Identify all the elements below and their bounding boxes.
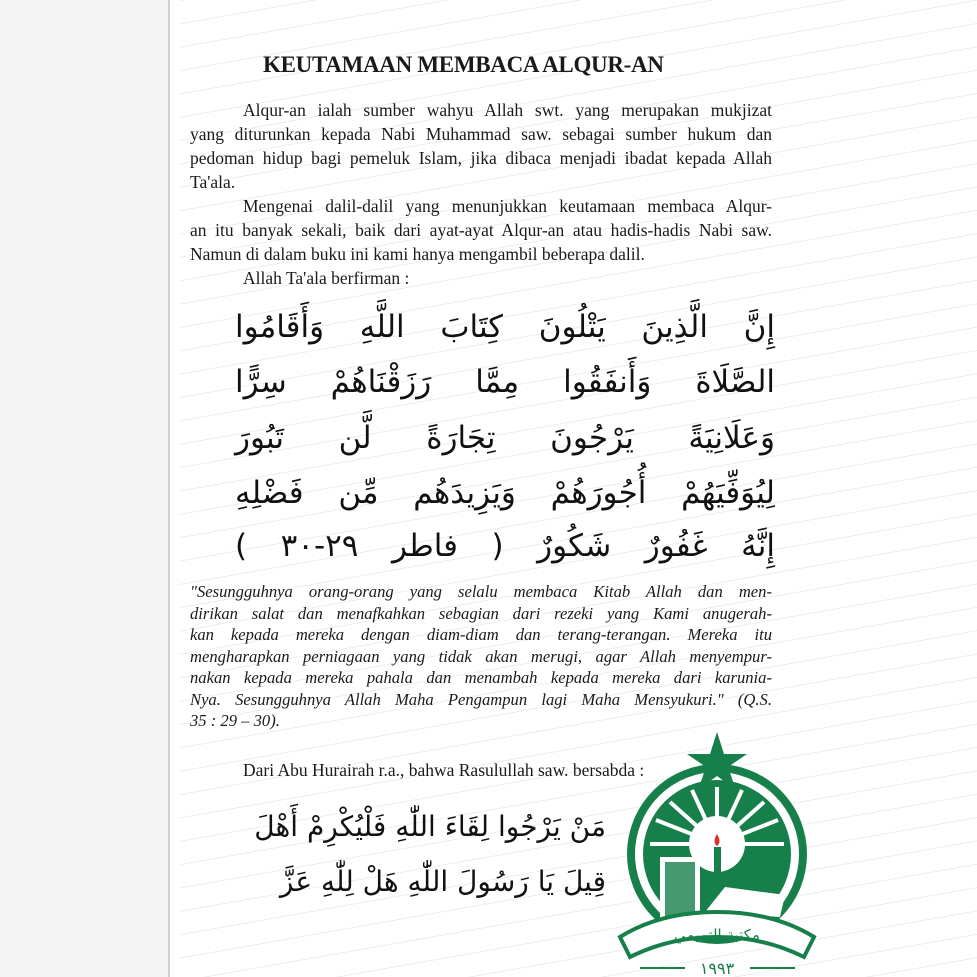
arabic-hadith-line: مَنْ يَرْجُوا لِقَاءَ اللّٰهِ فَلْيُكْرِمْ أَهْلَ xyxy=(254,810,606,843)
arabic-verse-line: إِنَّهُ غَفُورٌ شَكُورٌ ( فاطر ٢٩-٣٠ ) xyxy=(235,528,775,564)
body-line: pedoman hidup bagi pemeluk Islam, jika dibaca menjadi ibadat kepada Allah xyxy=(190,148,772,168)
body-line: Mengenai dalil-dalil yang menunjukkan keutamaan membaca Alqur- xyxy=(243,196,772,216)
page-title: KEUTAMAAN MEMBACA ALQUR-AN xyxy=(263,52,664,77)
body-line: Namun di dalam buku ini kami hanya mengambil beberapa dalil. xyxy=(190,244,645,264)
translation-line: kan kepada mereka dengan diam-diam dan terang-terangan. Mereka itu xyxy=(190,625,772,644)
page-margin xyxy=(0,0,170,977)
body-line: an itu banyak sekali, baik dari ayat-ayat Alqur-an atau hadis-hadis Nabi saw. xyxy=(190,220,772,240)
publisher-logo xyxy=(610,732,825,977)
translation-line: nakan kepada mereka pahala dan menambah kepada mereka dari karunia- xyxy=(190,668,772,687)
arabic-verse-line: إِنَّ الَّذِينَ يَتْلُونَ كِتَابَ اللَّهِ وَأَقَامُوا xyxy=(235,309,775,345)
arabic-hadith-line: قِيلَ يَا رَسُولَ اللّٰهِ هَلْ لِلّٰهِ عَزَّ xyxy=(279,865,606,898)
logo-year: ١٩٩٣ xyxy=(699,959,735,977)
hadith-intro: Dari Abu Hurairah r.a., bahwa Rasulullah saw. bersabda : xyxy=(243,760,645,780)
arabic-verse-line: وَعَلَانِيَةً يَرْجُونَ تِجَارَةً لَّن تَبُورَ xyxy=(235,420,775,456)
arabic-verse-line: الصَّلَاةَ وَأَنفَقُوا مِمَّا رَزَقْنَاهُمْ سِرًّا xyxy=(235,364,775,400)
body-line: Ta'ala. xyxy=(190,172,236,192)
translation-line: mengharapkan perniagaan yang tidak akan merugi, agar Allah menyempur- xyxy=(190,647,772,666)
body-line: Alqur-an ialah sumber wahyu Allah swt. yang merupakan mukjizat xyxy=(243,100,772,120)
arabic-verse-line: لِيُوَفِّيَهُمْ أُجُورَهُمْ وَيَزِيدَهُم مِّن فَضْلِهِ xyxy=(235,475,775,511)
body-line: yang diturunkan kepada Nabi Muhammad saw. sebagai sumber hukum dan xyxy=(190,124,772,144)
translation-line: 35 : 29 – 30). xyxy=(190,711,280,730)
translation-line: "Sesungguhnya orang-orang yang selalu membaca Kitab Allah dan men- xyxy=(190,582,772,601)
translation-line: Nya. Sesungguhnya Allah Maha Pengampun lagi Maha Mensyukuri." (Q.S. xyxy=(190,690,772,709)
translation-line: dirikan salat dan menafkahkan sebagian dari rezeki yang Kami anugerah- xyxy=(190,604,772,623)
logo-text: مكتبة التميمي xyxy=(674,926,760,944)
verse-intro: Allah Ta'ala berfirman : xyxy=(243,268,410,288)
